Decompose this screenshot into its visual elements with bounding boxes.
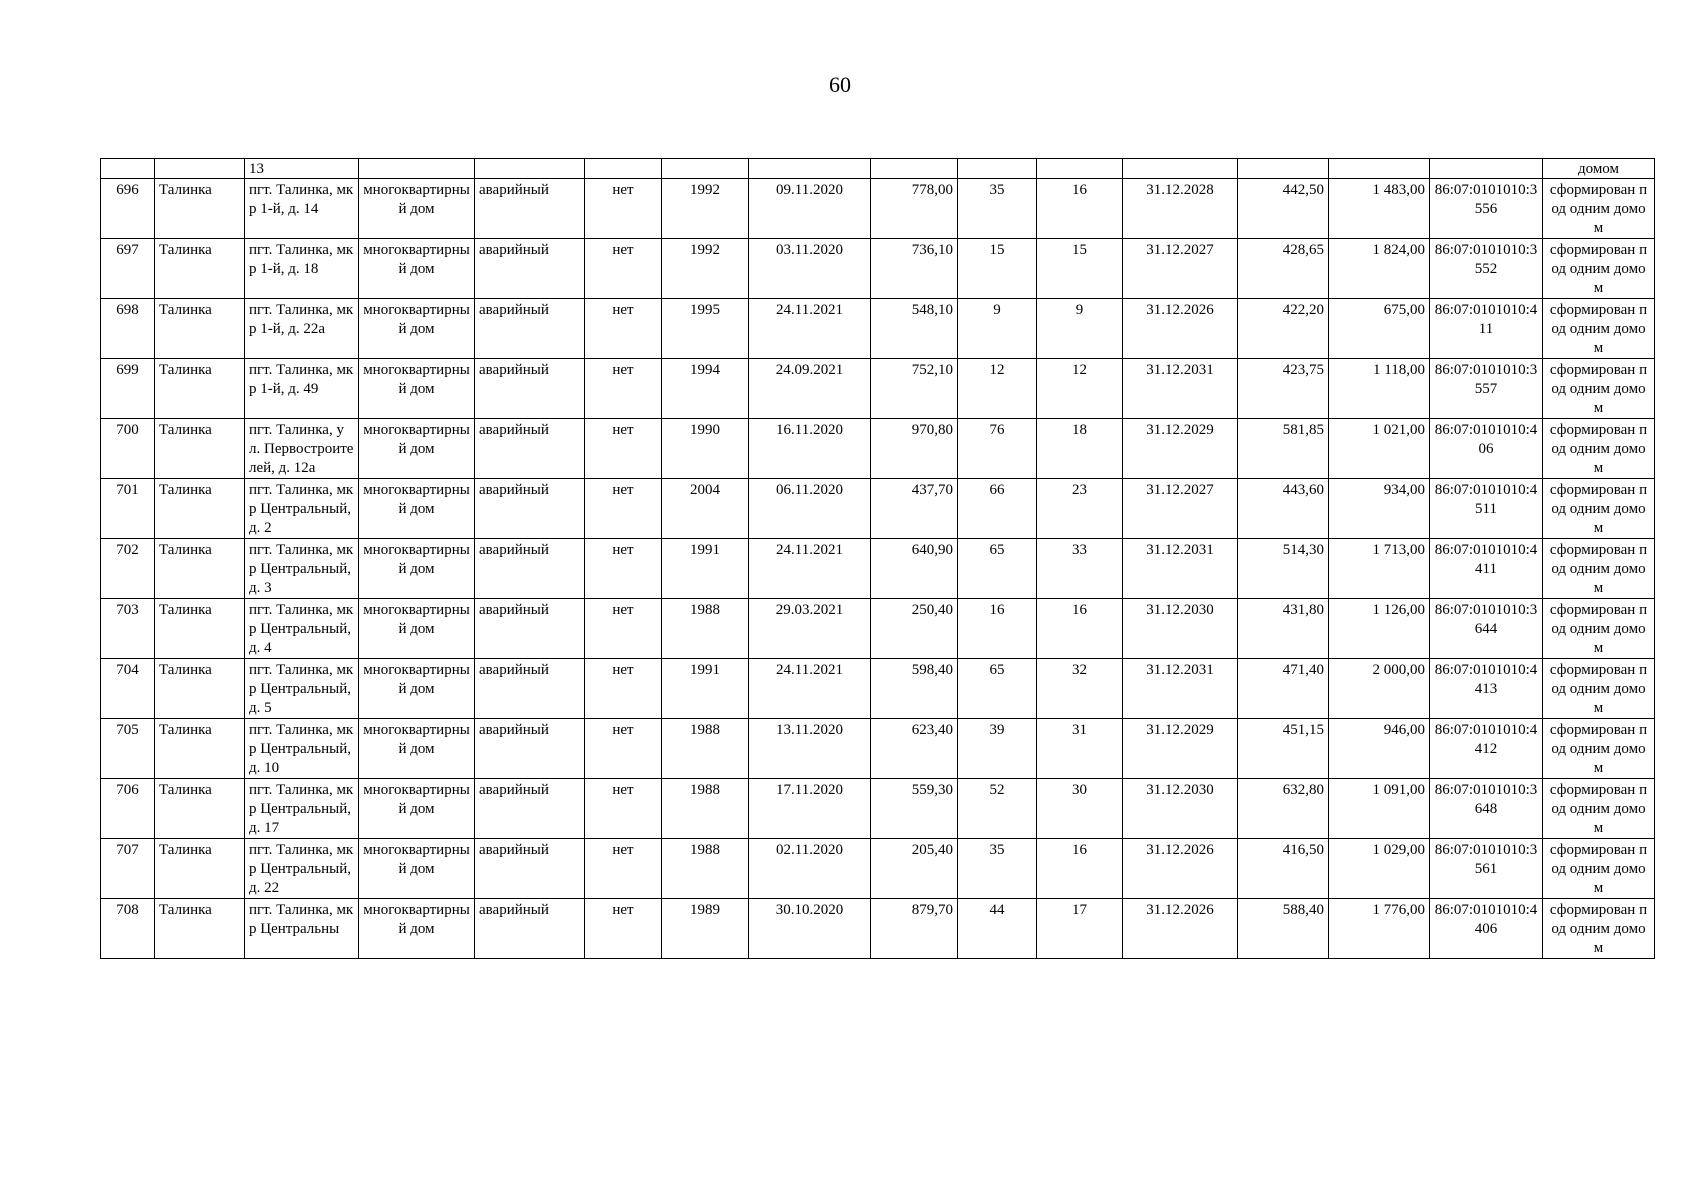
number-cell: 698 [101, 299, 155, 359]
cultural-heritage-cell: нет [585, 359, 662, 419]
year-cell: 1988 [662, 599, 749, 659]
year-cell: 1992 [662, 179, 749, 239]
deadline-cell: 31.12.2029 [1123, 719, 1238, 779]
deadline-cell: 31.12.2026 [1123, 899, 1238, 959]
cost-cell: 581,85 [1238, 419, 1329, 479]
recognition-date-cell: 24.09.2021 [749, 359, 871, 419]
recognition-date-cell: 17.11.2020 [749, 779, 871, 839]
cost-cell: 471,40 [1238, 659, 1329, 719]
table-row [101, 839, 1655, 899]
address-cell: пгт. Талинка, мкр Центральный, д. 5 [245, 659, 359, 719]
condition-cell: аварийный [475, 239, 585, 299]
table-row [101, 359, 1655, 419]
building-type-cell: многоквартирный дом [359, 359, 475, 419]
land-area-cell: 1 776,00 [1329, 899, 1430, 959]
cultural-heritage-cell: нет [585, 659, 662, 719]
land-area-cell: 1 126,00 [1329, 599, 1430, 659]
cadastral-number-cell: 86:07:0101010:3556 [1430, 179, 1543, 239]
table-row [101, 479, 1655, 539]
locality-cell: Талинка [155, 299, 245, 359]
land-status-cell: сформирован под одним домом [1543, 179, 1655, 239]
land-area-cell: 1 021,00 [1329, 419, 1430, 479]
land-area-cell: 946,00 [1329, 719, 1430, 779]
residents-cell: 65 [958, 539, 1037, 599]
land-status-cell: сформирован под одним домом [1543, 419, 1655, 479]
number-cell: 706 [101, 779, 155, 839]
housing-register-table [100, 158, 1655, 959]
condition-cell: аварийный [475, 599, 585, 659]
cadastral-number-cell: 86:07:0101010:4411 [1430, 539, 1543, 599]
number-cell: 705 [101, 719, 155, 779]
number-cell: 699 [101, 359, 155, 419]
deadline-cell: 31.12.2031 [1123, 659, 1238, 719]
year-cell: 1991 [662, 659, 749, 719]
deadline-cell: 31.12.2026 [1123, 299, 1238, 359]
deadline-cell: 31.12.2029 [1123, 419, 1238, 479]
year-cell: 1988 [662, 719, 749, 779]
cadastral-number-cell: 86:07:0101010:3648 [1430, 779, 1543, 839]
area-cell: 778,00 [871, 179, 958, 239]
cultural-heritage-cell: нет [585, 419, 662, 479]
deadline-cell: 31.12.2027 [1123, 479, 1238, 539]
residents-cell: 9 [958, 299, 1037, 359]
cadastral-number-cell: 86:07:0101010:4406 [1430, 899, 1543, 959]
building-type-cell: многоквартирный дом [359, 419, 475, 479]
cadastral-number-cell: 86:07:0101010:406 [1430, 419, 1543, 479]
area-cell: 205,40 [871, 839, 958, 899]
locality-cell: Талинка [155, 659, 245, 719]
cultural-heritage-cell: нет [585, 539, 662, 599]
building-type-cell: многоквартирный дом [359, 179, 475, 239]
year-cell: 2004 [662, 479, 749, 539]
cost-cell: 443,60 [1238, 479, 1329, 539]
area-cell: 437,70 [871, 479, 958, 539]
residents-cell: 15 [958, 239, 1037, 299]
locality-cell: Талинка [155, 479, 245, 539]
cultural-heritage-cell: нет [585, 179, 662, 239]
number-cell: 707 [101, 839, 155, 899]
condition-cell: аварийный [475, 419, 585, 479]
condition-cell: аварийный [475, 659, 585, 719]
locality-cell: Талинка [155, 419, 245, 479]
cadastral-number-cell: 86:07:0101010:3557 [1430, 359, 1543, 419]
address-cell: пгт. Талинка, мкр Центральный, д. 17 [245, 779, 359, 839]
residents-cell: 12 [958, 359, 1037, 419]
cadastral-number-cell: 86:07:0101010:4413 [1430, 659, 1543, 719]
condition-cell: аварийный [475, 479, 585, 539]
premises-cell: 9 [1037, 299, 1123, 359]
year-cell: 1990 [662, 419, 749, 479]
condition-cell: аварийный [475, 539, 585, 599]
locality-cell: Талинка [155, 179, 245, 239]
locality-cell: Талинка [155, 599, 245, 659]
condition-cell: аварийный [475, 359, 585, 419]
residents-cell: 44 [958, 899, 1037, 959]
premises-cell: 18 [1037, 419, 1123, 479]
table-row [101, 419, 1655, 479]
locality-cell: Талинка [155, 719, 245, 779]
table-row [101, 539, 1655, 599]
table-row [101, 299, 1655, 359]
land-area-cell: 1 118,00 [1329, 359, 1430, 419]
recognition-date-cell: 24.11.2021 [749, 659, 871, 719]
area-cell: 559,30 [871, 779, 958, 839]
land-area-cell: 1 713,00 [1329, 539, 1430, 599]
cost-cell: 442,50 [1238, 179, 1329, 239]
table-row [101, 779, 1655, 839]
premises-cell: 33 [1037, 539, 1123, 599]
address-cell: пгт. Талинка, мкр 1-й, д. 14 [245, 179, 359, 239]
land-status-cell: сформирован под одним домом [1543, 239, 1655, 299]
address-cell: пгт. Талинка, мкр Центральный, д. 22 [245, 839, 359, 899]
land-area-cell: 1 824,00 [1329, 239, 1430, 299]
table-row [101, 179, 1655, 239]
deadline-cell: 31.12.2031 [1123, 539, 1238, 599]
cadastral-number-cell: 86:07:0101010:4412 [1430, 719, 1543, 779]
recognition-date-cell: 13.11.2020 [749, 719, 871, 779]
area-cell: 736,10 [871, 239, 958, 299]
deadline-cell: 31.12.2030 [1123, 599, 1238, 659]
land-area-cell: 1 029,00 [1329, 839, 1430, 899]
premises-cell: 16 [1037, 179, 1123, 239]
cost-cell: 431,80 [1238, 599, 1329, 659]
year-cell: 1992 [662, 239, 749, 299]
building-type-cell: многоквартирный дом [359, 899, 475, 959]
cultural-heritage-cell: нет [585, 899, 662, 959]
cost-cell: 423,75 [1238, 359, 1329, 419]
cultural-heritage-cell: нет [585, 719, 662, 779]
land-area-cell: 675,00 [1329, 299, 1430, 359]
condition-cell: аварийный [475, 299, 585, 359]
address-cell: пгт. Талинка, мкр Центральный, д. 2 [245, 479, 359, 539]
premises-cell: 15 [1037, 239, 1123, 299]
land-area-cell: 1 091,00 [1329, 779, 1430, 839]
number-cell: 697 [101, 239, 155, 299]
premises-cell: 32 [1037, 659, 1123, 719]
cost-cell: 422,20 [1238, 299, 1329, 359]
land-status-cell: сформирован под одним домом [1543, 899, 1655, 959]
land-status-cell: домом [1543, 159, 1655, 179]
land-status-cell: сформирован под одним домом [1543, 659, 1655, 719]
deadline-cell: 31.12.2026 [1123, 839, 1238, 899]
table-row [101, 599, 1655, 659]
building-type-cell: многоквартирный дом [359, 839, 475, 899]
locality-cell: Талинка [155, 839, 245, 899]
building-type-cell: многоквартирный дом [359, 479, 475, 539]
locality-cell: Талинка [155, 539, 245, 599]
recognition-date-cell: 24.11.2021 [749, 299, 871, 359]
residents-cell: 52 [958, 779, 1037, 839]
area-cell: 640,90 [871, 539, 958, 599]
recognition-date-cell: 09.11.2020 [749, 179, 871, 239]
address-cell: пгт. Талинка, мкр 1-й, д. 49 [245, 359, 359, 419]
cost-cell: 632,80 [1238, 779, 1329, 839]
address-cell: пгт. Талинка, мкр Центральный, д. 4 [245, 599, 359, 659]
premises-cell: 17 [1037, 899, 1123, 959]
recognition-date-cell: 06.11.2020 [749, 479, 871, 539]
number-cell: 703 [101, 599, 155, 659]
cultural-heritage-cell: нет [585, 299, 662, 359]
cost-cell: 588,40 [1238, 899, 1329, 959]
premises-cell: 12 [1037, 359, 1123, 419]
area-cell: 548,10 [871, 299, 958, 359]
residents-cell: 16 [958, 599, 1037, 659]
recognition-date-cell: 24.11.2021 [749, 539, 871, 599]
land-area-cell: 1 483,00 [1329, 179, 1430, 239]
recognition-date-cell: 30.10.2020 [749, 899, 871, 959]
land-status-cell: сформирован под одним домом [1543, 359, 1655, 419]
premises-cell: 16 [1037, 839, 1123, 899]
land-status-cell: сформирован под одним домом [1543, 479, 1655, 539]
condition-cell: аварийный [475, 179, 585, 239]
building-type-cell: многоквартирный дом [359, 299, 475, 359]
land-status-cell: сформирован под одним домом [1543, 299, 1655, 359]
number-cell: 704 [101, 659, 155, 719]
condition-cell: аварийный [475, 779, 585, 839]
area-cell: 879,70 [871, 899, 958, 959]
number-cell: 701 [101, 479, 155, 539]
residents-cell: 76 [958, 419, 1037, 479]
building-type-cell: многоквартирный дом [359, 239, 475, 299]
cadastral-number-cell: 86:07:0101010:3561 [1430, 839, 1543, 899]
area-cell: 970,80 [871, 419, 958, 479]
land-status-cell: сформирован под одним домом [1543, 839, 1655, 899]
land-status-cell: сформирован под одним домом [1543, 779, 1655, 839]
number-cell: 700 [101, 419, 155, 479]
address-cell: 13 [245, 159, 359, 179]
residents-cell: 35 [958, 839, 1037, 899]
cultural-heritage-cell: нет [585, 599, 662, 659]
address-cell: пгт. Талинка, мкр 1-й, д. 22а [245, 299, 359, 359]
address-cell: пгт. Талинка, мкр Центральный, д. 3 [245, 539, 359, 599]
address-cell: пгт. Талинка, мкр Центральны [245, 899, 359, 959]
recognition-date-cell: 16.11.2020 [749, 419, 871, 479]
building-type-cell: многоквартирный дом [359, 719, 475, 779]
number-cell: 702 [101, 539, 155, 599]
table-row [101, 899, 1655, 959]
land-area-cell: 2 000,00 [1329, 659, 1430, 719]
premises-cell: 31 [1037, 719, 1123, 779]
cultural-heritage-cell: нет [585, 479, 662, 539]
year-cell: 1995 [662, 299, 749, 359]
page-number: 60 [829, 72, 851, 97]
deadline-cell: 31.12.2030 [1123, 779, 1238, 839]
deadline-cell: 31.12.2027 [1123, 239, 1238, 299]
land-status-cell: сформирован под одним домом [1543, 599, 1655, 659]
number-cell: 696 [101, 179, 155, 239]
cultural-heritage-cell: нет [585, 839, 662, 899]
cultural-heritage-cell: нет [585, 239, 662, 299]
number-cell: 708 [101, 899, 155, 959]
table-row [101, 659, 1655, 719]
locality-cell: Талинка [155, 899, 245, 959]
deadline-cell: 31.12.2028 [1123, 179, 1238, 239]
cadastral-number-cell: 86:07:0101010:3552 [1430, 239, 1543, 299]
land-area-cell: 934,00 [1329, 479, 1430, 539]
locality-cell: Талинка [155, 239, 245, 299]
year-cell: 1991 [662, 539, 749, 599]
recognition-date-cell: 02.11.2020 [749, 839, 871, 899]
address-cell: пгт. Талинка, мкр 1-й, д. 18 [245, 239, 359, 299]
residents-cell: 35 [958, 179, 1037, 239]
cost-cell: 416,50 [1238, 839, 1329, 899]
cadastral-number-cell: 86:07:0101010:4511 [1430, 479, 1543, 539]
continuation-row [101, 159, 1655, 179]
cost-cell: 451,15 [1238, 719, 1329, 779]
premises-cell: 23 [1037, 479, 1123, 539]
area-cell: 623,40 [871, 719, 958, 779]
building-type-cell: многоквартирный дом [359, 539, 475, 599]
deadline-cell: 31.12.2031 [1123, 359, 1238, 419]
area-cell: 752,10 [871, 359, 958, 419]
premises-cell: 30 [1037, 779, 1123, 839]
building-type-cell: многоквартирный дом [359, 779, 475, 839]
cost-cell: 514,30 [1238, 539, 1329, 599]
land-status-cell: сформирован под одним домом [1543, 539, 1655, 599]
condition-cell: аварийный [475, 899, 585, 959]
condition-cell: аварийный [475, 839, 585, 899]
land-status-cell: сформирован под одним домом [1543, 719, 1655, 779]
locality-cell: Талинка [155, 779, 245, 839]
residents-cell: 39 [958, 719, 1037, 779]
cadastral-number-cell: 86:07:0101010:411 [1430, 299, 1543, 359]
area-cell: 250,40 [871, 599, 958, 659]
condition-cell: аварийный [475, 719, 585, 779]
year-cell: 1994 [662, 359, 749, 419]
residents-cell: 66 [958, 479, 1037, 539]
premises-cell: 16 [1037, 599, 1123, 659]
year-cell: 1988 [662, 779, 749, 839]
area-cell: 598,40 [871, 659, 958, 719]
building-type-cell: многоквартирный дом [359, 659, 475, 719]
address-cell: пгт. Талинка, ул. Первостроителей, д. 12а [245, 419, 359, 479]
year-cell: 1989 [662, 899, 749, 959]
recognition-date-cell: 03.11.2020 [749, 239, 871, 299]
locality-cell: Талинка [155, 359, 245, 419]
year-cell: 1988 [662, 839, 749, 899]
recognition-date-cell: 29.03.2021 [749, 599, 871, 659]
table-row [101, 239, 1655, 299]
building-type-cell: многоквартирный дом [359, 599, 475, 659]
residents-cell: 65 [958, 659, 1037, 719]
cost-cell: 428,65 [1238, 239, 1329, 299]
cultural-heritage-cell: нет [585, 779, 662, 839]
address-cell: пгт. Талинка, мкр Центральный, д. 10 [245, 719, 359, 779]
table-row [101, 719, 1655, 779]
cadastral-number-cell: 86:07:0101010:3644 [1430, 599, 1543, 659]
